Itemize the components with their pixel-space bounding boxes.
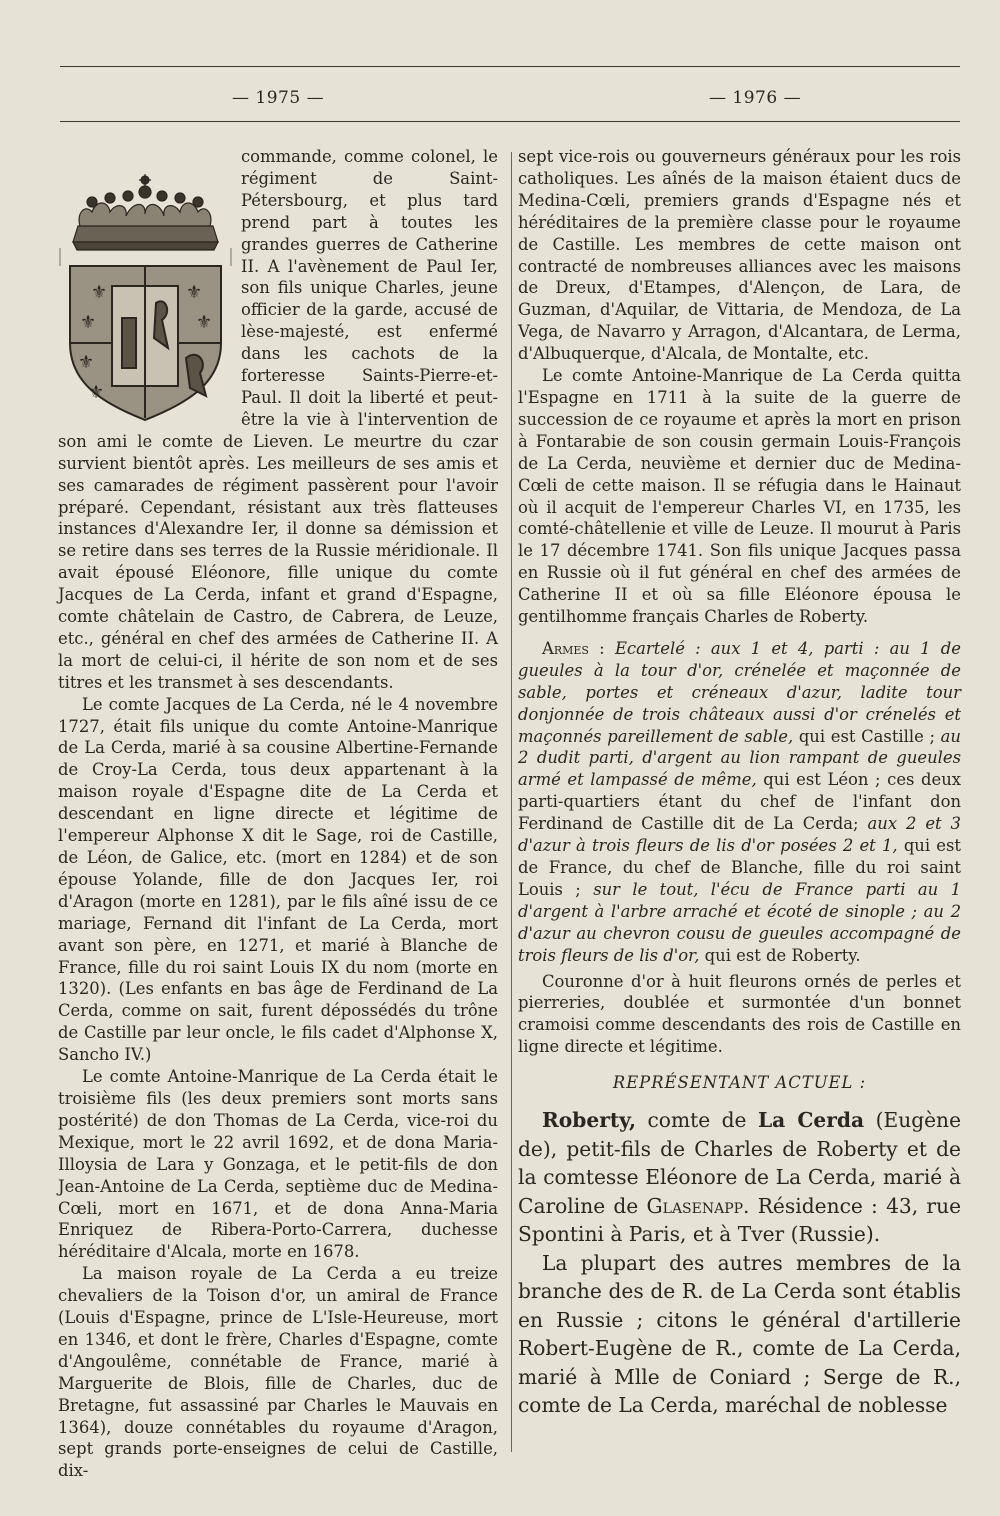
header-rule — [60, 121, 960, 122]
column-divider — [511, 152, 512, 1452]
left-page-number: — 1975 — — [232, 88, 325, 108]
crown-paragraph: Couronne d'or à huit fleurons ornés de perles et pierreries, doublée et surmontée d'un bonnet cramoisi comme descendants des rois de Castille en ligne directe et légitime. — [518, 971, 961, 1057]
svg-text:⚜: ⚜ — [78, 352, 95, 373]
shield-icon — [70, 266, 221, 420]
left-paragraph-1: commande, comme colonel, le régiment de Saint-Pétersbourg, et plus tard prend part à toutes les grandes guerres de Catherine II. A l'avènement de Paul Ier, son fils unique Charles, jeune officier de la garde, accusé de lèse-majesté, est enfermé dans les cachots de la forteresse Saints-Pierre-et-Paul. Il doit la liberté et peut-être la vie à l'intervention de son ami le comte de Lieven. Le meurtre du czar survient bientôt après. Les meilleurs de ses amis et ses camarades de régiment passèrent pour l'avoir préparé. Cependant, résistant aux très flatteuses instances d'Alexandre Ier, il donne sa démission et se retire dans ses terres de la Russie méridionale. Il avait épousé Eléonore, fille unique du comte Jacques de La Cerda, infant et grand d'Espagne, comte châtelain de Castro, de Cabrera, de Leuze, etc., général en chef des armées de Catherine II. A la mort de celui-ci, il hérite de son nom et de ses titres et les transmet à ses descendants. — [58, 147, 498, 692]
left-column — [58, 146, 498, 1482]
svg-text:⚜: ⚜ — [80, 312, 97, 333]
other-members-paragraph: La plupart des autres membres de la branche des de R. de La Cerda sont établis en Russie ; citons le général d'artillerie Robert-Eugène de R., comte de La Cerda, marié à Mlle de Coniard ; Serge de R., comte de La Cerda, maréchal de noblesse — [518, 1250, 961, 1418]
svg-text:⚜: ⚜ — [186, 282, 203, 303]
arms-blazon-4: sur le tout, l'écu de France parti au 1 d'argent à l'arbre arraché et écoté de sinople ; au 2 d'azur au chevron cousu de gueules accompagné de trois fleurs de lis d'or, — [518, 879, 962, 965]
representative-text-1: comte de — [647, 1108, 747, 1133]
svg-text:⚜: ⚜ — [88, 382, 105, 403]
arms-attribution-1: qui est Castille ; — [798, 726, 935, 746]
arms-blazon-2: au 2 dudit parti, d'argent au lion rampant de gueules armé et lampassé de même, — [518, 726, 961, 790]
representative-title: La Cerda — [757, 1108, 865, 1133]
arms-attribution-3: qui est de France, du chef de Blanche, fille du roi saint Louis ; — [518, 836, 961, 899]
right-page-number: — 1976 — — [709, 88, 802, 108]
left-paragraph-3: Le comte Antoine-Manrique de La Cerda était le troisième fils (les deux premiers sont morts sans postérité) de don Thomas de La Cerda, vice-roi du Mexique, mort le 22 avril 1692, et de dona Maria-Illoysia de Lara y Gonzaga, et le petit-fils de don Jean-Antoine de La Cerda, septième duc de Medina-Cœli, mort en 1671, et de dona Anna-Maria Enriquez de Ribera-Porto-Carrera, duchesse héréditaire d'Alcala, morte en 1678. — [58, 1067, 498, 1262]
representative-heading: REPRÉSENTANT ACTUEL : — [612, 1073, 867, 1093]
spouse-family-name: Glasenapp. — [646, 1193, 750, 1218]
arms-label: Armes : — [542, 638, 605, 658]
arms-blazon-1: Ecartelé : aux 1 et 4, parti : au 1 de gueules à la tour d'or, crénelée et maçonnée de sable, portes et créneaux d'azur, ladite tour donjonnée de trois châteaux aussi d'or crénelés et maçonnés pareillement de sable, — [518, 638, 961, 746]
representative-residence: Résidence : 43, rue Spontini à Paris, et à Tver (Russie). — [518, 1193, 962, 1247]
representative-text-2: (Eugène de), petit-fils de Charles de Roberty et de la comtesse Eléonore de La Cerda, marié à Caroline de — [518, 1108, 962, 1218]
arms-attribution-4: qui est de Roberty. — [704, 945, 861, 965]
representative-name: Roberty, — [542, 1108, 636, 1133]
mantle — [60, 248, 231, 266]
crown-icon — [73, 174, 218, 250]
left-paragraph-2: Le comte Jacques de La Cerda, né le 4 novembre 1727, était fils unique du comte Antoine-Manrique de La Cerda, marié à sa cousine Albertine-Fernande de Croy-La Cerda, tous deux appartenant à la maison royale d'Espagne dite de La Cerda et descendant en ligne directe et légitime de l'empereur Alphonse X dit le Sage, roi de Castille, de Léon, de Galice, etc. (mort en 1284) et de son épouse Yolande, fille de don Jacques Ier, roi d'Aragon (morte en 1281), par le fils aîné issu de ce mariage, Fernand dit l'infant de La Cerda, mort avant son père, en 1271, et marié à Blanche de France, fille du roi saint Louis IX du nom (morte en 1320). (Les enfants en bas âge de Ferdinand de La Cerda, comme on sait, furent dépossédés du trône de Castille par leur oncle, le fils cadet d'Alphonse X, Sancho IV.) — [58, 694, 498, 1065]
svg-text:⚜: ⚜ — [91, 282, 108, 303]
left-paragraph-4: La maison royale de La Cerda a eu treize chevaliers de la Toison d'or, un amiral de France (Louis d'Espagne, prince de L'Isle-Heureuse, mort en 1346, et dont le frère, Charles d'Espagne, comte d'Angoulême, connétable de France, marié à Marguerite de Blois, fille de Charles, duc de Bretagne, fut assassiné par Charles le Mauvais en 1364), douze connétables du royaume d'Aragon, sept grands porte-enseignes de celui de Castille, dix- — [58, 1264, 498, 1481]
top-rule — [60, 66, 960, 67]
arms-blazon-3: aux 2 et 3 d'azur à trois fleurs de lis d'or posées 2 et 1, — [518, 814, 961, 856]
arms-attribution-2: qui est Léon ; ces deux parti-quartiers étant du chef de l'infant don Ferdinand de Castille dit de La Cerda; — [518, 770, 962, 834]
right-paragraph-1: sept vice-rois ou gouverneurs généraux pour les rois catholiques. Les aînés de la maison étaient ducs de Medina-Cœli, premiers grands d'Espagne nés et héréditaires de la première classe pour le royaume de Castille. Les membres de cette maison ont contracté de nombreuses alliances avec les maisons de Dreux, d'Etampes, d'Alençon, de Lara, de Guzman, d'Aquilar, de Vittaria, de Mendoza, de La Vega, de Navarro y Arragon, d'Alcantara, de Lerma, d'Albuquerque, d'Alcala, de Montalte, etc. — [518, 147, 961, 364]
svg-text:⚜: ⚜ — [196, 312, 213, 333]
right-column — [518, 146, 961, 1420]
right-paragraph-2: Le comte Antoine-Manrique de La Cerda quitta l'Espagne en 1711 à la suite de la guerre de succession de ce royaume et après la mort en prison à Fontarabie de son cousin germain Louis-François de La Cerda, neuvième et dernier duc de Medina-Cœli de cette maison. Il se réfugia dans le Hainaut où il acquit de l'empereur Charles VI, en 1735, les comté-châtellenie et ville de Leuze. Il mourut à Paris le 17 décembre 1741. Son fils unique Jacques passa en Russie où il fut général en chef des armées de Catherine II et où sa fille Eléonore épousa le gentilhomme français Charles de Roberty. — [518, 366, 961, 627]
representative-paragraph — [518, 1106, 961, 1249]
arms-paragraph — [518, 638, 961, 967]
coat-of-arms-icon — [58, 168, 233, 426]
